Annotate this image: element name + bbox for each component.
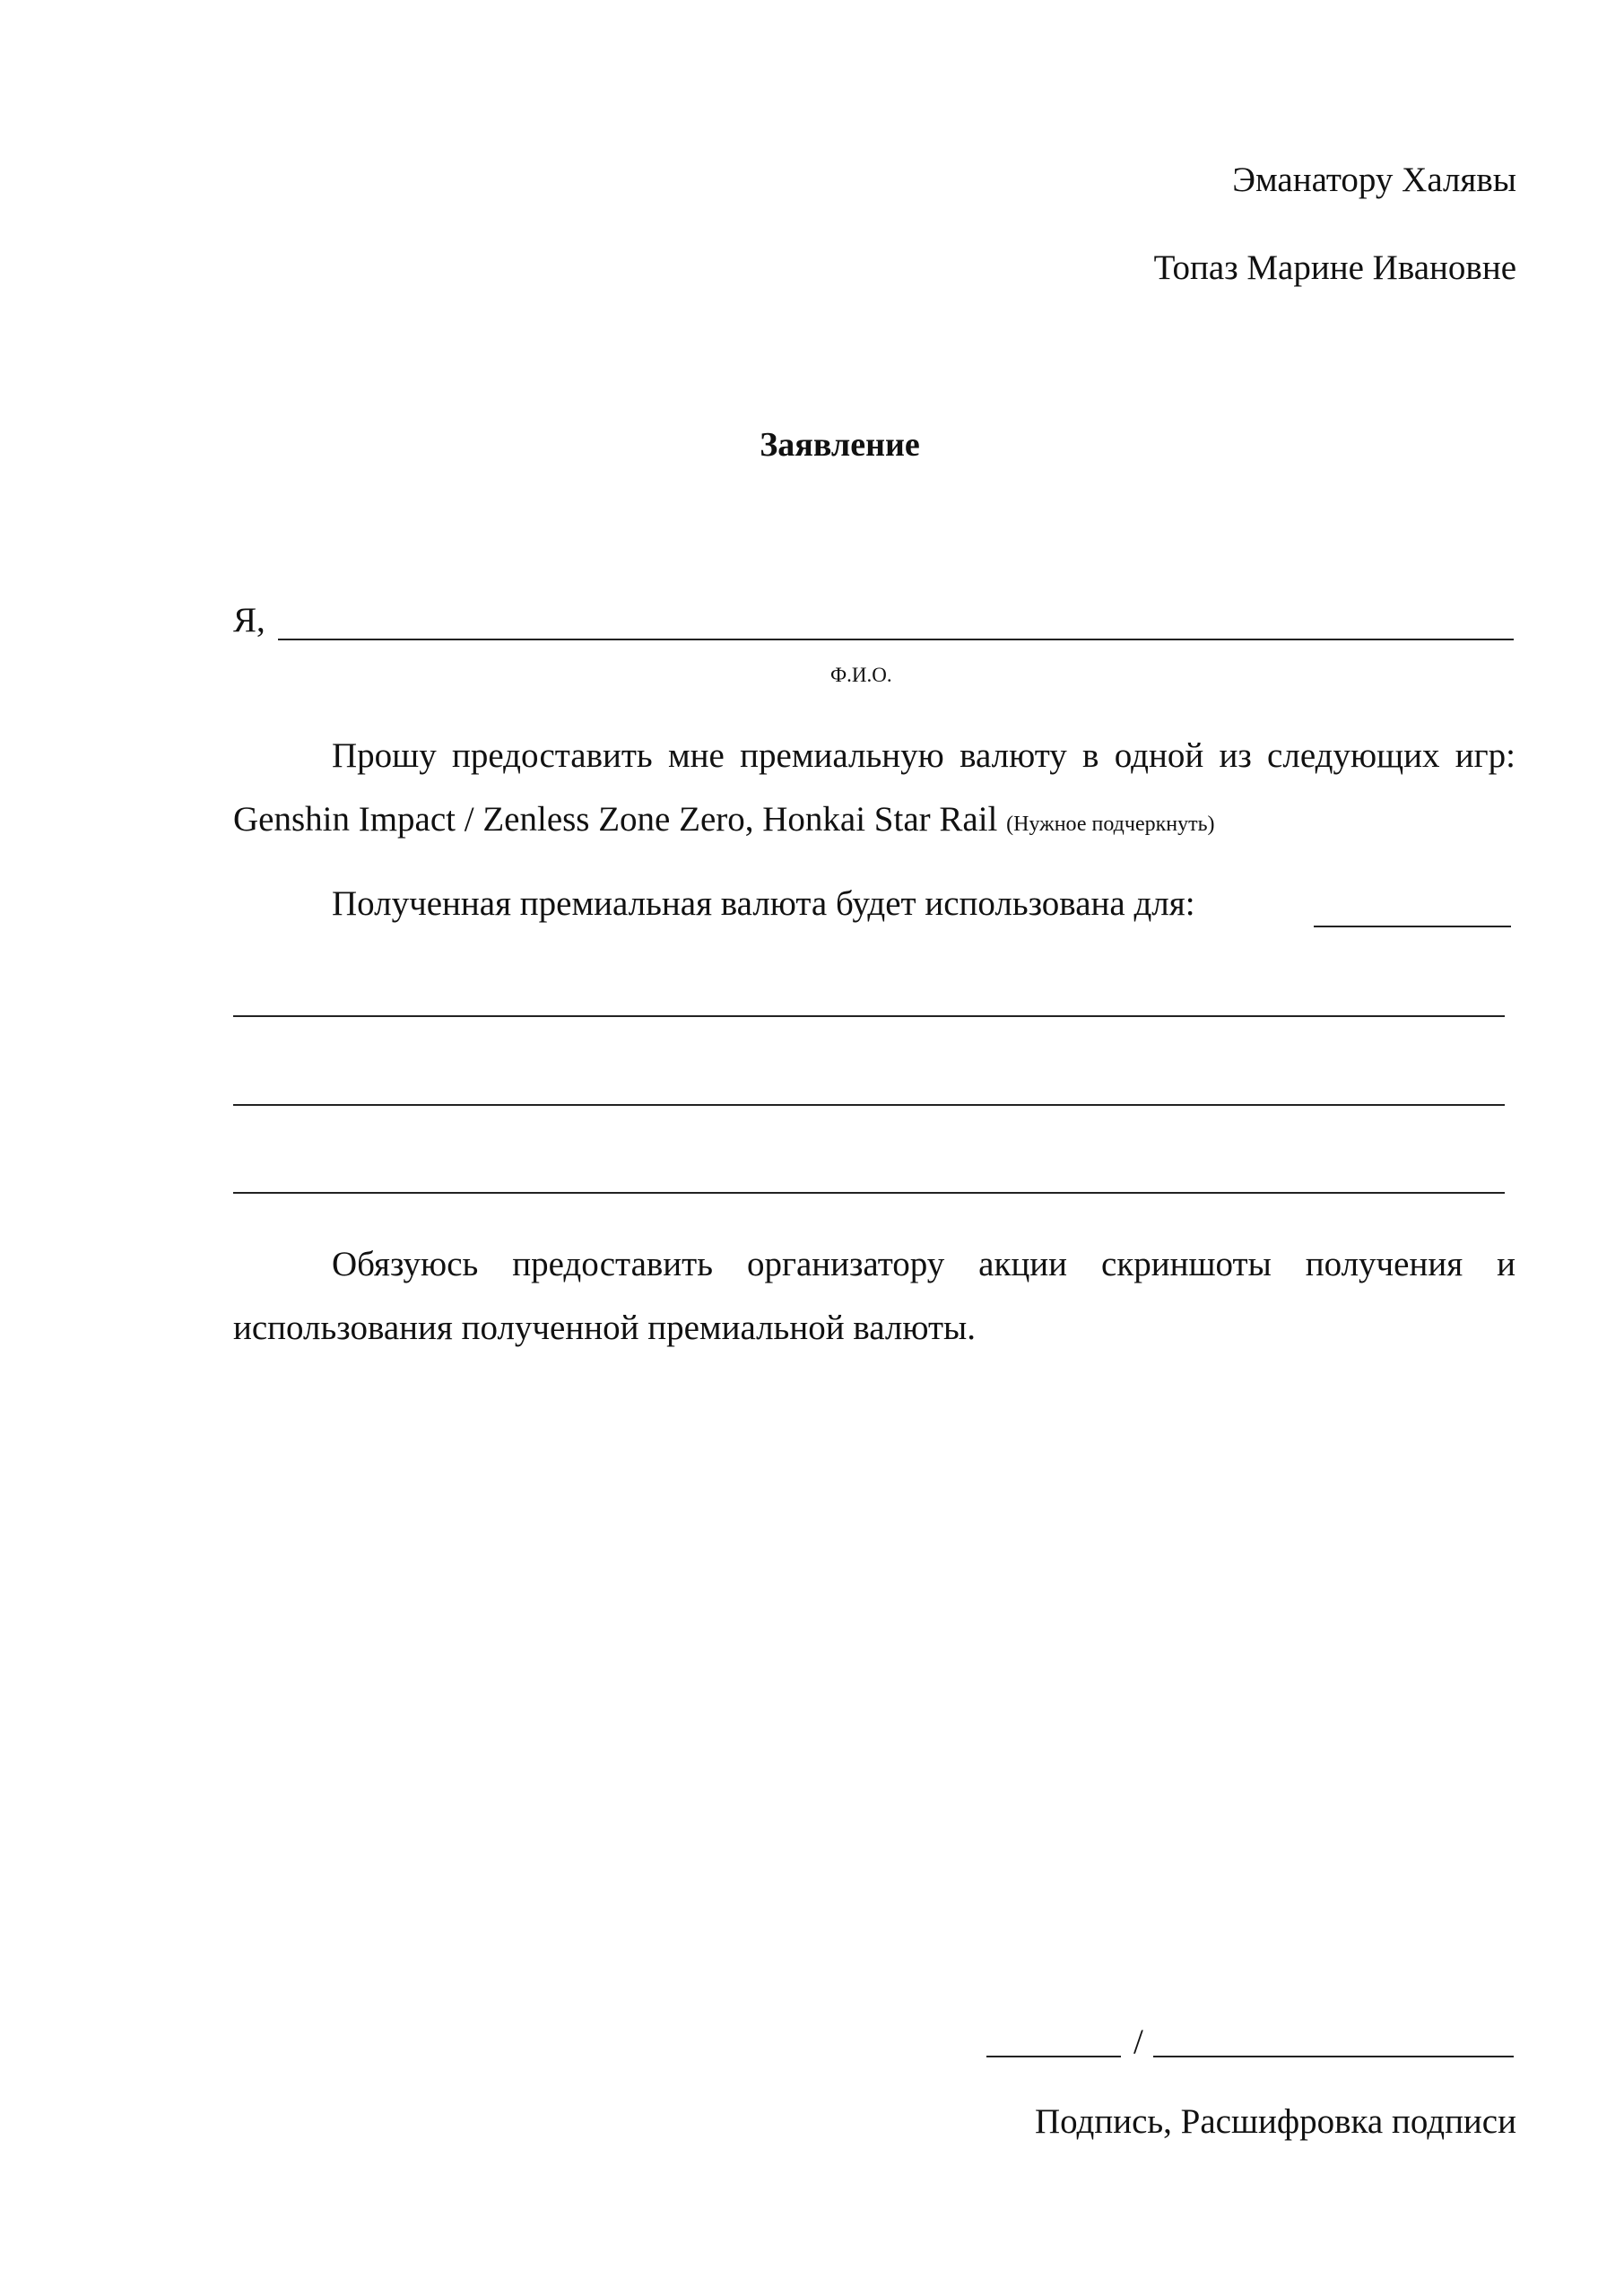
fio-blank-line[interactable]	[278, 639, 1514, 640]
signature-decoding-blank-line[interactable]	[1153, 2056, 1514, 2057]
document-title: Заявление	[760, 426, 920, 464]
request-note: (Нужное подчеркнуть)	[1006, 813, 1215, 836]
usage-blank-line[interactable]	[233, 1015, 1505, 1017]
signature-caption: Подпись, Расшифровка подписи	[1034, 2102, 1516, 2141]
commitment-paragraph: Обязуюсь предоставить организатору акции скриншоты получения и использования полученной премиальной валюты.	[233, 1245, 1515, 1347]
applicant-prefix: Я,	[233, 601, 265, 639]
addressee-name: Топаз Марине Ивановне	[1153, 248, 1516, 287]
usage-blank-line[interactable]	[1314, 926, 1511, 927]
signature-blank-line[interactable]	[986, 2056, 1121, 2057]
usage-blank-line[interactable]	[233, 1192, 1505, 1194]
addressee-title: Эманатору Халявы	[1232, 161, 1516, 199]
request-text: Прошу предоставить мне премиальную валюту в одной из следующих игр: Genshin Impact / Zenless Zone Zero, Honkai Star Rail	[233, 736, 1515, 839]
usage-blank-line[interactable]	[233, 1104, 1505, 1106]
fio-caption: Ф.И.О.	[830, 664, 892, 686]
request-paragraph	[233, 724, 1515, 857]
signature-separator: /	[1133, 2022, 1143, 2061]
usage-label: Полученная премиальная валюта будет использована для:	[332, 884, 1195, 923]
